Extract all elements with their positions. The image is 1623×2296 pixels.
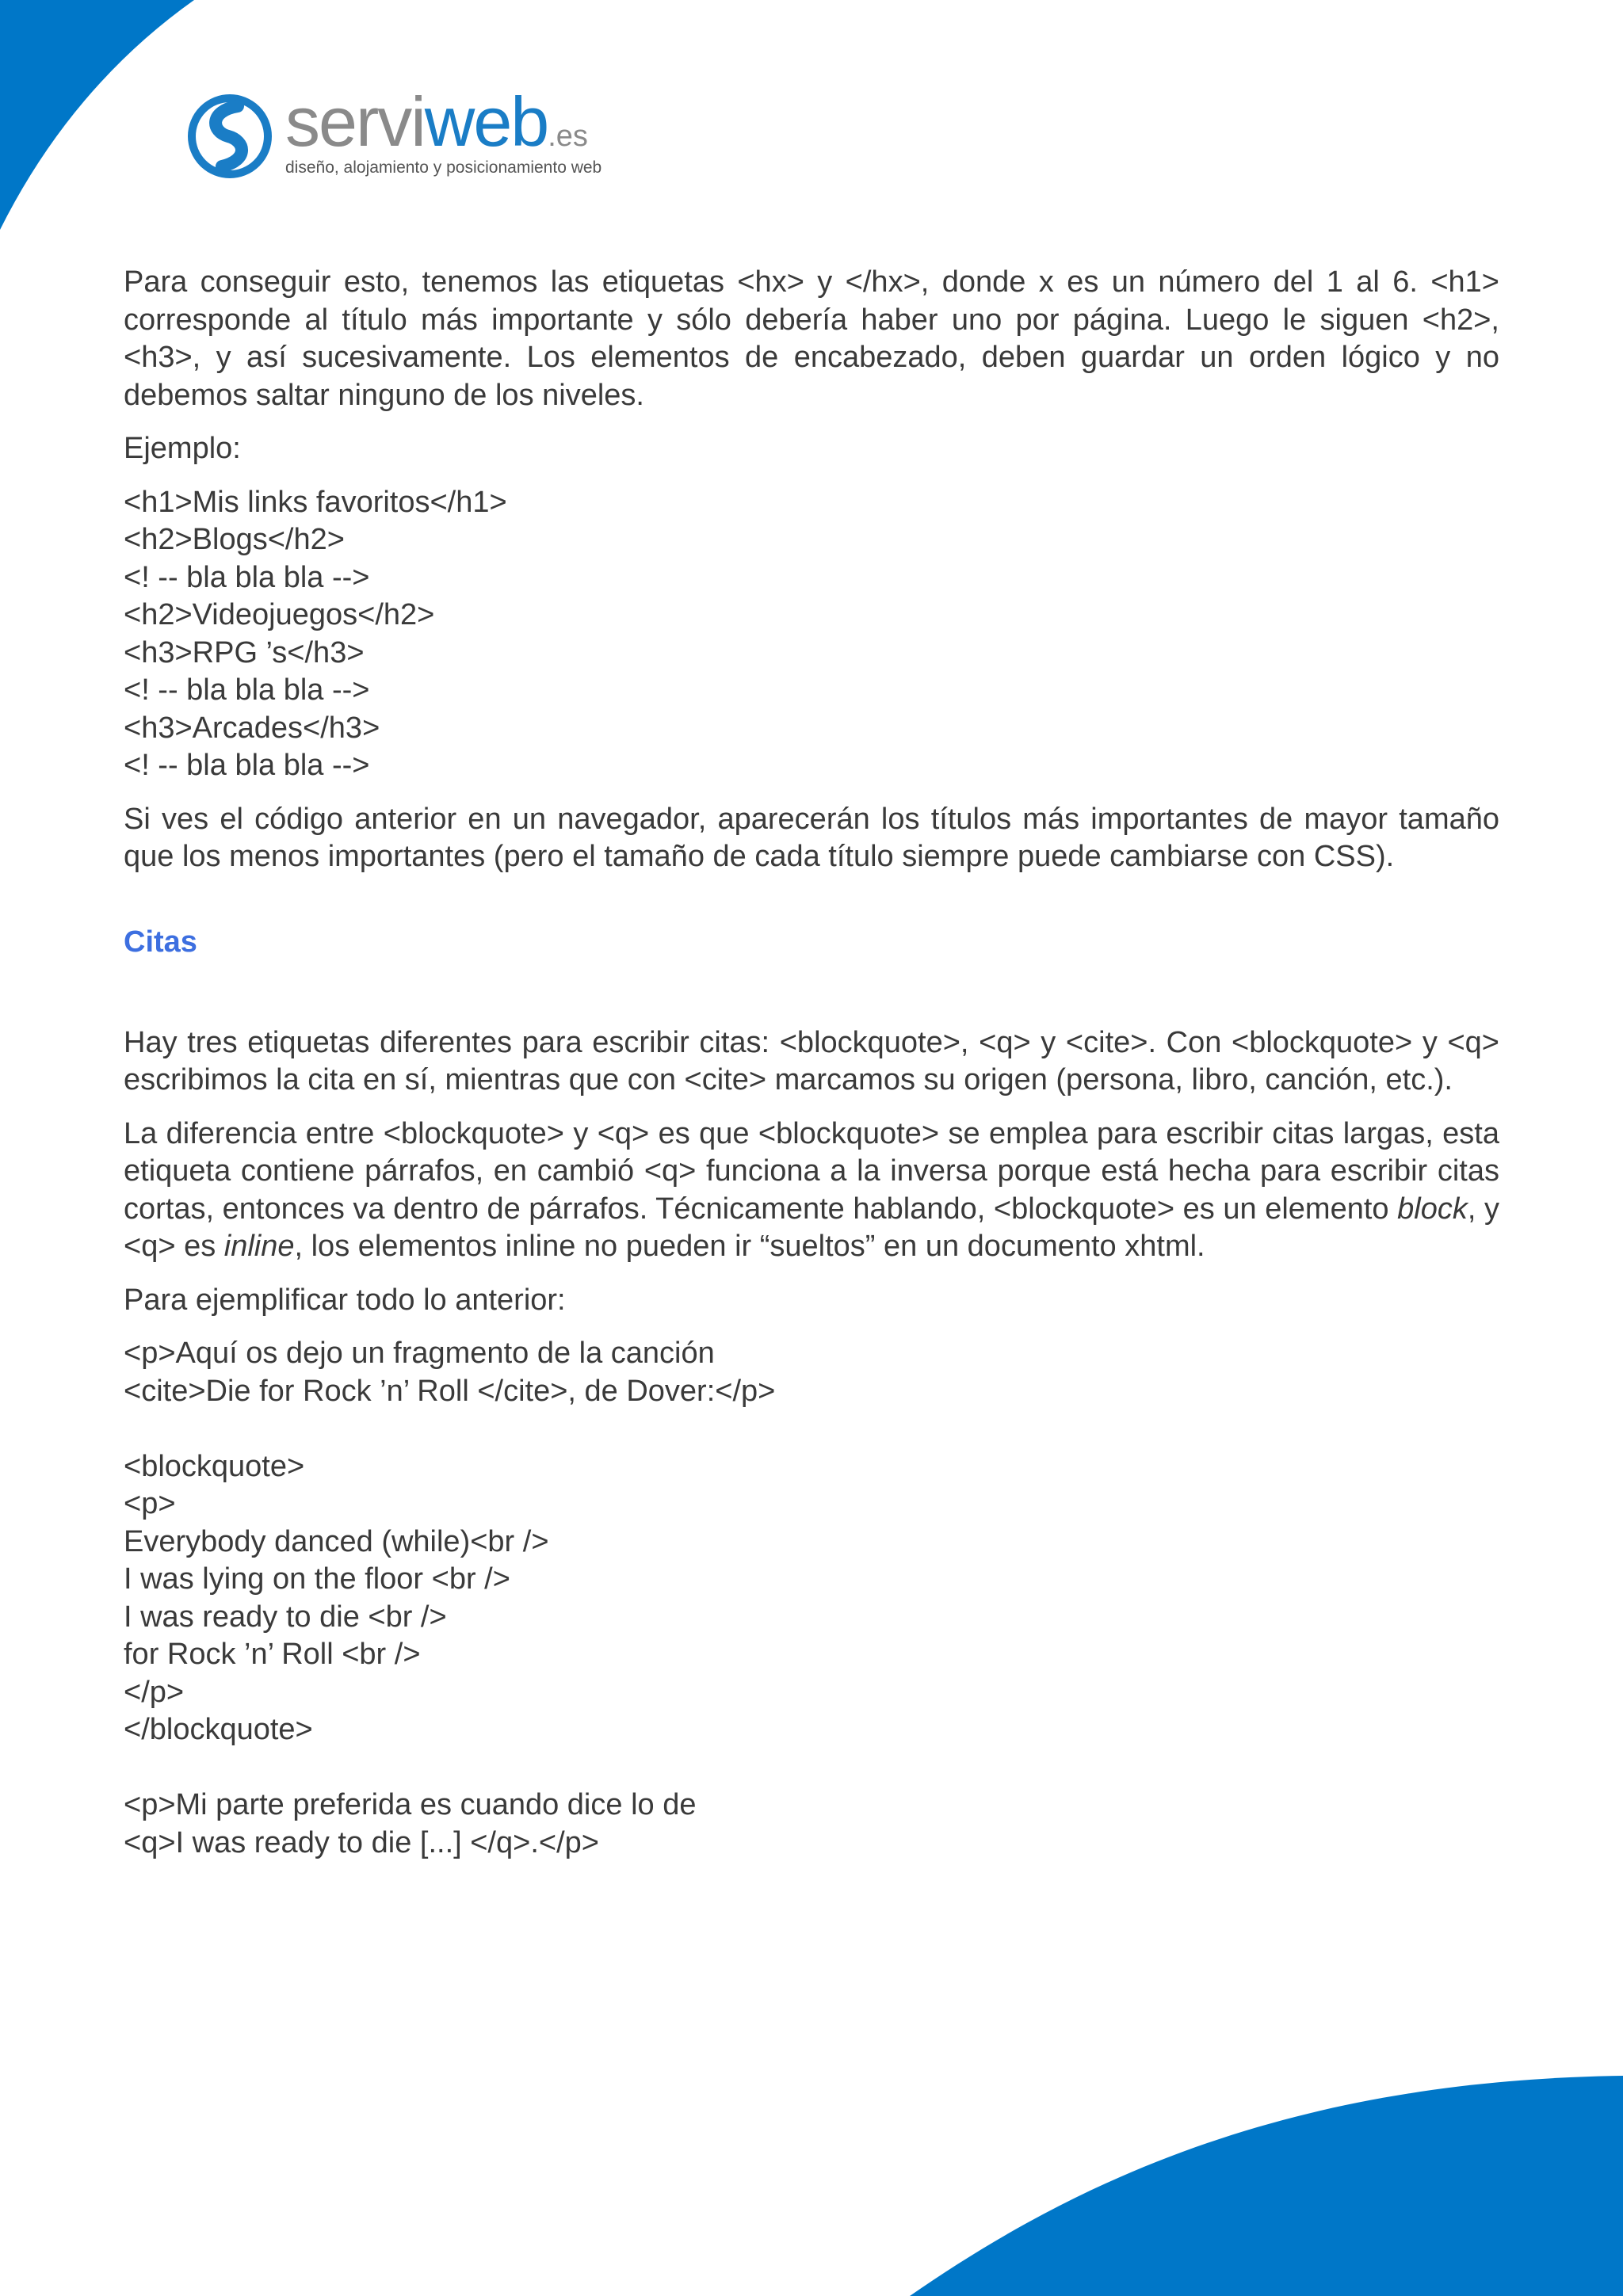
text-segment: La diferencia entre <blockquote> y <q> es que <blockquote> se emplea para escribir citas largas, esta etiqueta contiene párrafos, en cambió <q> funciona a la inversa porque está hecha para escribir citas cortas, entonces va dentro de párrafos. Técnicamente hablando, <blockquote> es un elemento xyxy=(124,1116,1499,1226)
code-line: </blockquote> xyxy=(124,1713,313,1746)
logo-tagline: diseño, alojamiento y posicionamiento web xyxy=(285,158,602,177)
paragraph-browser-note: Si ves el código anterior en un navegador, aparecerán los títulos más importantes de mayor tamaño que los menos importantes (pero el tamaño de cada título siempre puede cambiarse con CSS). xyxy=(124,802,1499,873)
code-line: <h2>Videojuegos</h2> xyxy=(124,598,435,631)
code-line: <cite>Die for Rock ’n’ Roll </cite>, de Dover:</p> xyxy=(124,1374,776,1408)
code-line: <h2>Blogs</h2> xyxy=(124,523,345,556)
code-line: <h3>Arcades</h3> xyxy=(124,711,380,745)
paragraph-blockquote-vs-q xyxy=(124,1116,1499,1266)
code-line: </p> xyxy=(124,1675,185,1709)
paragraph-headings-intro: Para conseguir esto, tenemos las etiquetas <hx> y </hx>, donde x es un número del 1 al 6. <h1> corresponde al título más importante y sólo debería haber uno por página. Luego le siguen <h2>, <h3>, y así sucesivamente. Los elementos de encabezado, deben guardar un orden lógico y no debemos saltar ninguno de los niveles. xyxy=(124,265,1499,412)
logo-mark-icon xyxy=(187,93,273,179)
code-line: <blockquote> xyxy=(124,1449,305,1483)
emphasis-block: block xyxy=(1397,1192,1468,1226)
code-line: for Rock ’n’ Roll <br /> xyxy=(124,1638,421,1671)
code-line: <! -- bla bla bla --> xyxy=(124,560,370,594)
code-line: <p>Aquí os dejo un fragmento de la canción xyxy=(124,1337,715,1370)
text-segment: , y <q> es xyxy=(124,1192,1499,1263)
serviweb-logo xyxy=(187,82,602,189)
code-line: <p> xyxy=(124,1487,176,1520)
logo-word-es: .es xyxy=(548,120,588,153)
logo-wordmark xyxy=(285,82,601,161)
code-line: <q>I was ready to die [...] </q>.</p> xyxy=(124,1825,599,1859)
code-line xyxy=(124,1410,1499,1448)
code-line: <h1>Mis links favoritos</h1> xyxy=(124,485,507,519)
code-example-headings xyxy=(124,484,1499,785)
code-line: Everybody danced (while)<br /> xyxy=(124,1524,549,1558)
code-line: I was lying on the floor <br /> xyxy=(124,1562,510,1596)
paragraph-ejemplificar: Para ejemplificar todo lo anterior: xyxy=(124,1283,566,1317)
code-line: <p>Mi parte preferida es cuando dice lo de xyxy=(124,1788,697,1821)
code-line: <! -- bla bla bla --> xyxy=(124,749,370,782)
corner-decoration-bottom-right xyxy=(910,2074,1623,2296)
logo-word-serv: servi xyxy=(285,82,425,161)
code-line: <! -- bla bla bla --> xyxy=(124,673,370,707)
paragraph-ejemplo-label: Ejemplo: xyxy=(124,432,241,465)
document-body xyxy=(124,264,1499,1878)
code-line xyxy=(124,1749,1499,1787)
code-line: <h3>RPG ’s</h3> xyxy=(124,635,365,669)
code-example-citas xyxy=(124,1335,1499,1862)
emphasis-inline: inline xyxy=(223,1230,295,1263)
paragraph-citas-intro: Hay tres etiquetas diferentes para escribir citas: <blockquote>, <q> y <cite>. Con <blockquote> y <q> escribimos la cita en sí, mientras que con <cite> marcamos su origen (persona, libro, canción, etc.). xyxy=(124,1025,1499,1097)
text-segment: , los elementos inline no pueden ir “sueltos” en un documento xhtml. xyxy=(294,1230,1205,1263)
section-heading-citas: Citas xyxy=(124,925,197,959)
logo-word-web: web xyxy=(424,82,548,161)
code-line: I was ready to die <br /> xyxy=(124,1600,447,1634)
corner-decoration-top-left xyxy=(0,0,206,238)
